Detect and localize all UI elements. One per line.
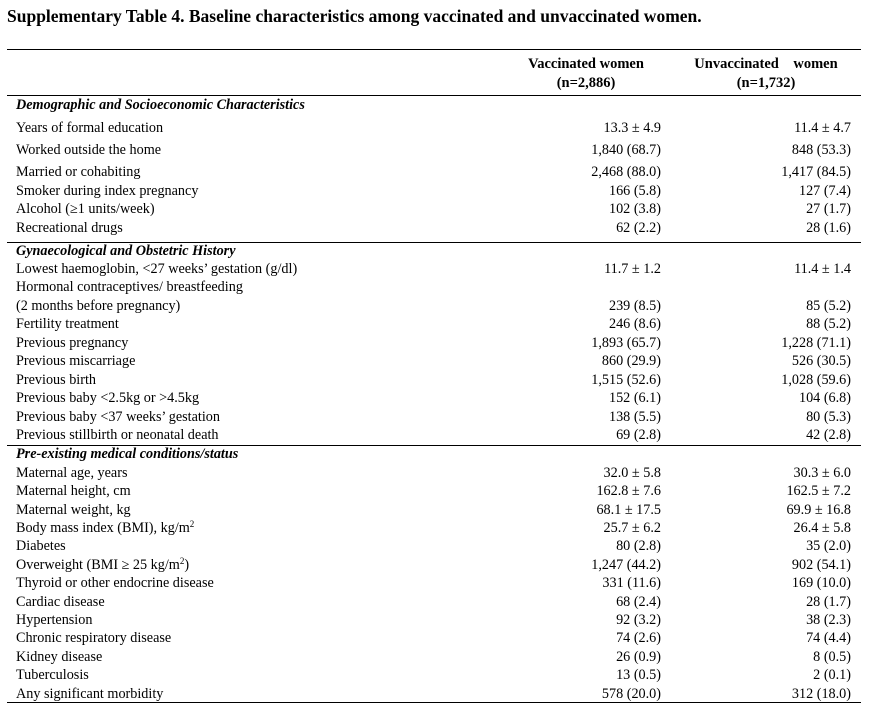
section-heading-label: Gynaecological and Obstetric History bbox=[16, 243, 236, 259]
vaccinated-value: 25.7 ± 6.2 bbox=[603, 520, 661, 536]
vaccinated-value: 13.3 ± 4.9 bbox=[603, 120, 661, 136]
row-label bbox=[16, 593, 105, 611]
row-label-text: Diabetes bbox=[16, 538, 66, 554]
vaccinated-value: 74 (2.6) bbox=[616, 630, 661, 646]
unvaccinated-value: 902 (54.1) bbox=[791, 557, 851, 573]
row-label-text: Previous miscarriage bbox=[16, 353, 136, 369]
table-row bbox=[0, 648, 869, 666]
row-label bbox=[16, 629, 171, 647]
row-label bbox=[16, 556, 189, 574]
row-label bbox=[16, 141, 161, 159]
unvaccinated-value: 74 (4.4) bbox=[806, 630, 851, 646]
table-row bbox=[0, 200, 869, 218]
row-label-text: Smoker during index pregnancy bbox=[16, 183, 199, 199]
unvaccinated-value: 848 (53.3) bbox=[791, 142, 851, 158]
table-row bbox=[0, 556, 869, 574]
table-row bbox=[0, 408, 869, 426]
col-header-unvaccinated-label: Unvaccinated women bbox=[694, 56, 838, 72]
row-label-superscript: 2 bbox=[179, 556, 185, 566]
table-row bbox=[0, 666, 869, 684]
row-label bbox=[16, 163, 141, 181]
row-label-text: Hormonal contraceptives/ breastfeeding bbox=[16, 279, 243, 295]
vaccinated-value: 138 (5.5) bbox=[608, 409, 661, 425]
row-label bbox=[16, 315, 119, 333]
row-label-superscript: 2 bbox=[189, 519, 195, 529]
unvaccinated-value: 127 (7.4) bbox=[798, 183, 851, 199]
table-row bbox=[0, 163, 869, 181]
row-label-text: Years of formal education bbox=[16, 120, 164, 136]
row-label bbox=[16, 200, 155, 218]
unvaccinated-value: 80 (5.3) bbox=[806, 409, 851, 425]
row-label-text: Worked outside the home bbox=[16, 142, 162, 158]
unvaccinated-value: 27 (1.7) bbox=[806, 201, 851, 217]
table-row bbox=[0, 426, 869, 444]
row-label-text: Kidney disease bbox=[16, 649, 103, 665]
vaccinated-value: 68.1 ± 17.5 bbox=[596, 502, 661, 518]
vaccinated-value: 860 (29.9) bbox=[601, 353, 661, 369]
row-label-text: Overweight (BMI ≥ 25 kg/m bbox=[16, 557, 180, 573]
vaccinated-value: 1,247 (44.2) bbox=[591, 557, 661, 573]
table-row bbox=[0, 537, 869, 555]
unvaccinated-value: 30.3 ± 6.0 bbox=[793, 465, 851, 481]
row-label bbox=[16, 464, 127, 482]
unvaccinated-value: 1,028 (59.6) bbox=[781, 372, 851, 388]
row-label bbox=[16, 519, 194, 537]
unvaccinated-value: 28 (1.6) bbox=[806, 220, 851, 236]
row-label bbox=[16, 389, 199, 407]
row-label-text: Fertility treatment bbox=[16, 316, 119, 332]
row-label bbox=[16, 685, 163, 703]
row-label-text: Married or cohabiting bbox=[16, 164, 141, 180]
page-title: Supplementary Table 4. Baseline characteristics among vaccinated and unvaccinated women. bbox=[7, 6, 702, 26]
section-heading-label: Pre-existing medical conditions/status bbox=[16, 446, 239, 462]
row-label-text: Previous pregnancy bbox=[16, 335, 129, 351]
table-row bbox=[0, 297, 869, 315]
table-row bbox=[0, 260, 869, 278]
vaccinated-value: 32.0 ± 5.8 bbox=[603, 465, 661, 481]
row-label-text: Lowest haemoglobin, <27 weeks’ gestation (g/dl) bbox=[16, 261, 298, 277]
unvaccinated-value: 38 (2.3) bbox=[806, 612, 851, 628]
row-label bbox=[16, 119, 163, 137]
vaccinated-value: 578 (20.0) bbox=[601, 686, 661, 702]
vaccinated-value: 246 (8.6) bbox=[608, 316, 661, 332]
unvaccinated-value: 1,228 (71.1) bbox=[781, 335, 851, 351]
row-label bbox=[16, 482, 131, 500]
unvaccinated-value: 42 (2.8) bbox=[806, 427, 851, 443]
unvaccinated-value: 28 (1.7) bbox=[806, 594, 851, 610]
row-label-text: Cardiac disease bbox=[16, 594, 105, 610]
table-row bbox=[0, 389, 869, 407]
vaccinated-value: 166 (5.8) bbox=[608, 183, 661, 199]
vaccinated-value: 92 (3.2) bbox=[616, 612, 661, 628]
row-label bbox=[16, 219, 123, 237]
unvaccinated-value: 11.4 ± 4.7 bbox=[794, 120, 851, 136]
row-label-text: Tuberculosis bbox=[16, 667, 89, 683]
row-label bbox=[16, 260, 297, 278]
vaccinated-value: 11.7 ± 1.2 bbox=[604, 261, 661, 277]
row-label bbox=[16, 426, 219, 444]
table-row bbox=[0, 629, 869, 647]
row-label-text: Body mass index (BMI), kg/m bbox=[16, 520, 190, 536]
row-label-text: Maternal weight, kg bbox=[16, 502, 131, 518]
unvaccinated-value: 69.9 ± 16.8 bbox=[786, 502, 851, 518]
row-label-text: Previous birth bbox=[16, 372, 96, 388]
table-row bbox=[0, 315, 869, 333]
vaccinated-value: 2,468 (88.0) bbox=[591, 164, 661, 180]
vaccinated-value: 1,840 (68.7) bbox=[591, 142, 661, 158]
row-label-text: Hypertension bbox=[16, 612, 93, 628]
row-label-suffix: ) bbox=[184, 557, 190, 573]
section-heading-label: Demographic and Socioeconomic Characteristics bbox=[16, 97, 305, 113]
row-label bbox=[16, 182, 198, 200]
unvaccinated-value: 162.5 ± 7.2 bbox=[786, 483, 851, 499]
unvaccinated-value: 26.4 ± 5.8 bbox=[793, 520, 851, 536]
table-row bbox=[0, 464, 869, 482]
vaccinated-value: 102 (3.8) bbox=[608, 201, 661, 217]
unvaccinated-value: 8 (0.5) bbox=[813, 649, 851, 665]
col-header-unvaccinated bbox=[683, 55, 849, 93]
row-label bbox=[16, 666, 89, 684]
row-label bbox=[16, 408, 220, 426]
col-header-unvaccinated-n: (n=1,732) bbox=[736, 75, 796, 91]
row-label bbox=[16, 334, 128, 352]
unvaccinated-value: 2 (0.1) bbox=[813, 667, 851, 683]
table-bottom-rule bbox=[7, 702, 861, 703]
table-row bbox=[0, 119, 869, 137]
row-label-text: Maternal age, years bbox=[16, 465, 128, 481]
table-row bbox=[0, 352, 869, 370]
unvaccinated-value: 11.4 ± 1.4 bbox=[794, 261, 851, 277]
unvaccinated-value: 169 (10.0) bbox=[791, 575, 851, 591]
table-row bbox=[0, 482, 869, 500]
unvaccinated-value: 35 (2.0) bbox=[806, 538, 851, 554]
row-label-text: (2 months before pregnancy) bbox=[16, 298, 181, 314]
vaccinated-value: 26 (0.9) bbox=[616, 649, 661, 665]
row-label bbox=[16, 371, 96, 389]
vaccinated-value: 331 (11.6) bbox=[602, 575, 661, 591]
row-label-text: Previous baby <37 weeks’ gestation bbox=[16, 409, 220, 425]
unvaccinated-value: 526 (30.5) bbox=[791, 353, 851, 369]
row-label bbox=[16, 611, 92, 629]
table-row bbox=[0, 501, 869, 519]
table-row bbox=[0, 141, 869, 159]
table-row bbox=[0, 593, 869, 611]
col-header-vaccinated-label: Vaccinated women bbox=[528, 56, 644, 72]
row-label bbox=[16, 501, 131, 519]
row-label-text: Any significant morbidity bbox=[16, 686, 164, 702]
vaccinated-value: 13 (0.5) bbox=[616, 667, 661, 683]
row-label-text: Alcohol (≥1 units/week) bbox=[16, 201, 155, 217]
vaccinated-value: 1,893 (65.7) bbox=[591, 335, 661, 351]
table-top-rule bbox=[7, 49, 861, 50]
unvaccinated-value: 1,417 (84.5) bbox=[781, 164, 851, 180]
row-label-text: Recreational drugs bbox=[16, 220, 123, 236]
vaccinated-value: 62 (2.2) bbox=[616, 220, 661, 236]
col-header-vaccinated-n: (n=2,886) bbox=[556, 75, 616, 91]
row-label bbox=[16, 278, 243, 296]
row-label-text: Chronic respiratory disease bbox=[16, 630, 172, 646]
section-heading bbox=[0, 96, 869, 114]
table-row bbox=[0, 519, 869, 537]
table-row bbox=[0, 574, 869, 592]
table-row bbox=[0, 685, 869, 703]
unvaccinated-value: 85 (5.2) bbox=[806, 298, 851, 314]
row-label bbox=[16, 574, 214, 592]
unvaccinated-value: 88 (5.2) bbox=[806, 316, 851, 332]
vaccinated-value: 1,515 (52.6) bbox=[591, 372, 661, 388]
col-header-vaccinated bbox=[511, 55, 661, 93]
row-label bbox=[16, 537, 66, 555]
vaccinated-value: 69 (2.8) bbox=[616, 427, 661, 443]
row-label-text: Previous baby <2.5kg or >4.5kg bbox=[16, 390, 200, 406]
row-label bbox=[16, 648, 102, 666]
vaccinated-value: 239 (8.5) bbox=[608, 298, 661, 314]
section-heading bbox=[0, 242, 869, 260]
row-label-text: Thyroid or other endocrine disease bbox=[16, 575, 214, 591]
vaccinated-value: 80 (2.8) bbox=[616, 538, 661, 554]
section-heading bbox=[0, 445, 869, 463]
table-row bbox=[0, 182, 869, 200]
row-label-text: Previous stillbirth or neonatal death bbox=[16, 427, 219, 443]
vaccinated-value: 68 (2.4) bbox=[616, 594, 661, 610]
table-row bbox=[0, 334, 869, 352]
unvaccinated-value: 312 (18.0) bbox=[791, 686, 851, 702]
table-row bbox=[0, 611, 869, 629]
table-row bbox=[0, 371, 869, 389]
table-row bbox=[0, 219, 869, 237]
row-label bbox=[16, 352, 135, 370]
row-label bbox=[16, 297, 180, 315]
vaccinated-value: 162.8 ± 7.6 bbox=[596, 483, 661, 499]
vaccinated-value: 152 (6.1) bbox=[608, 390, 661, 406]
row-label-text: Maternal height, cm bbox=[16, 483, 131, 499]
table-row bbox=[0, 278, 869, 296]
unvaccinated-value: 104 (6.8) bbox=[798, 390, 851, 406]
